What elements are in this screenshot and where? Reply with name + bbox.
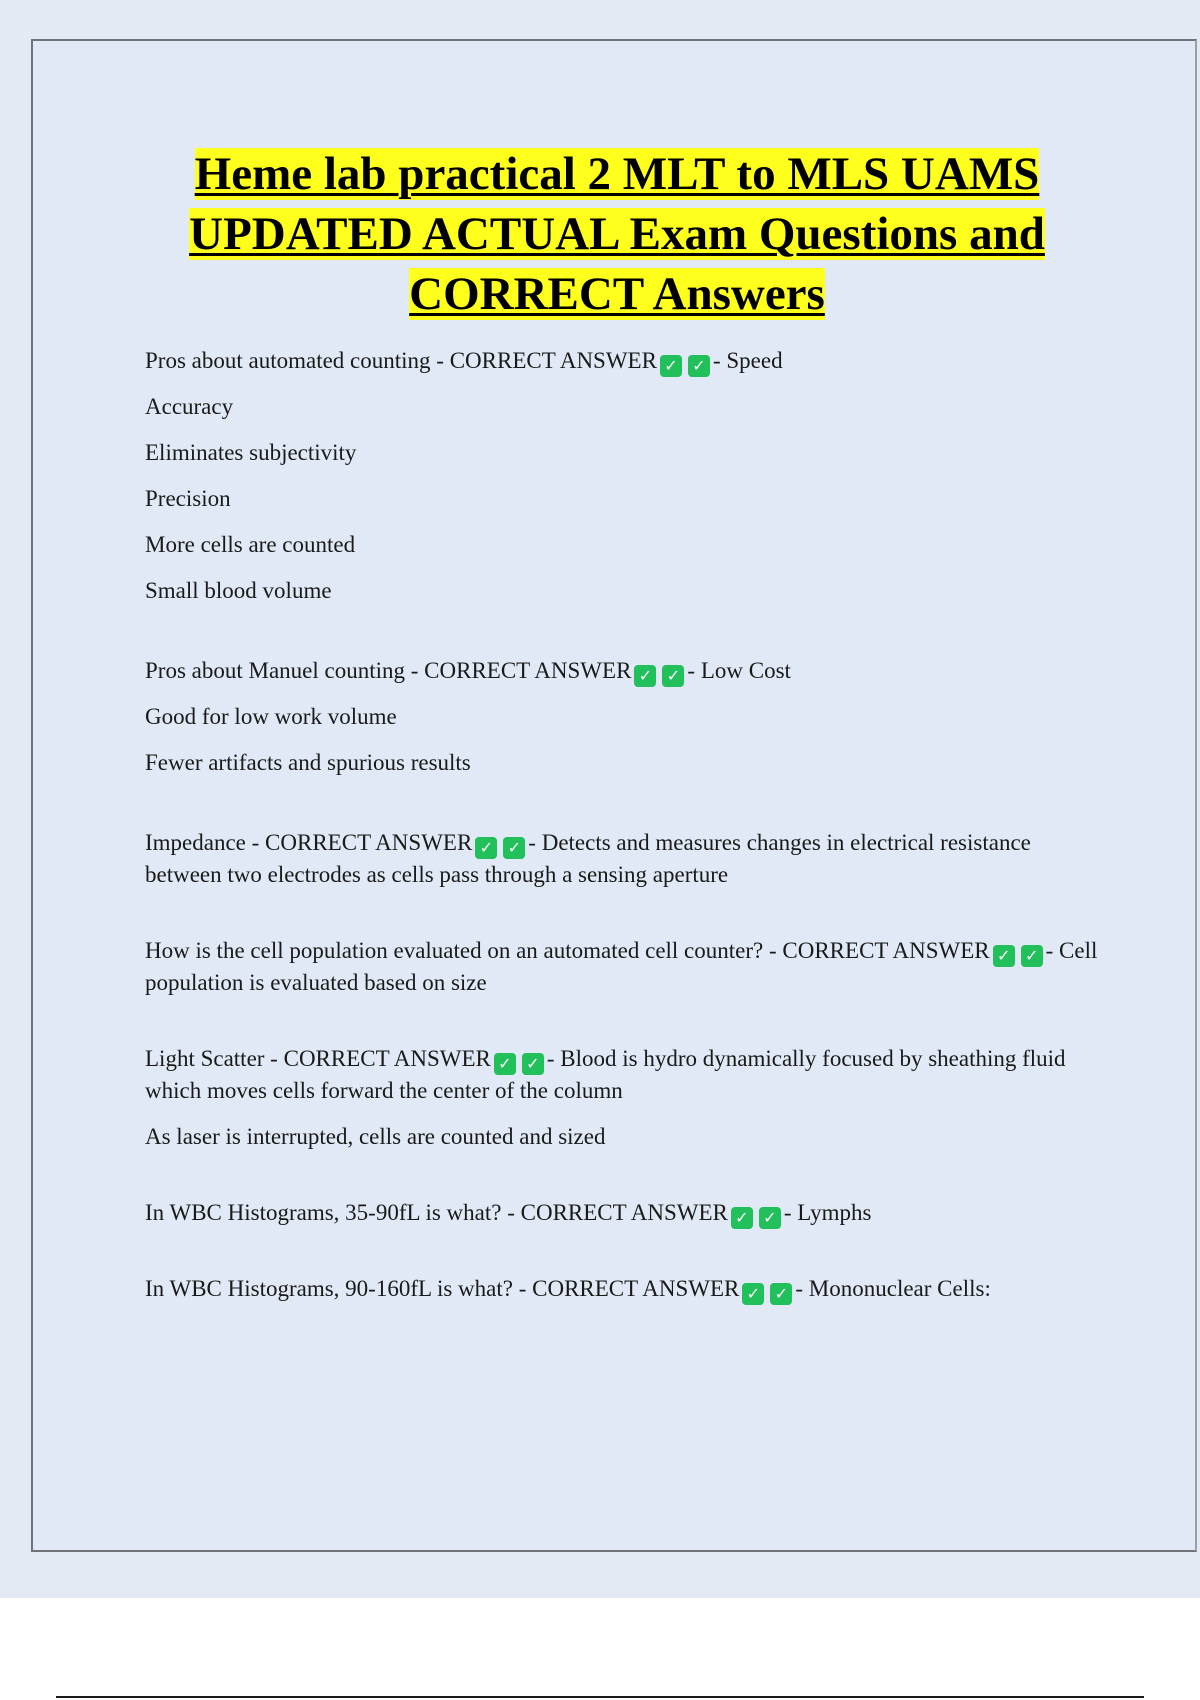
answer-text: - Lymphs (783, 1200, 872, 1225)
question-text: Light Scatter - (145, 1046, 284, 1071)
check-mark-icon: ✓ (759, 1207, 781, 1229)
title-line-2: UPDATED ACTUAL Exam Questions and (189, 208, 1045, 260)
check-mark-icon: ✓ (993, 945, 1015, 967)
check-mark-icon: ✓ (1021, 945, 1043, 967)
check-mark-icon: ✓ (770, 1283, 792, 1305)
check-mark-icon: ✓ (634, 665, 656, 687)
qa-item (145, 935, 1105, 999)
question-line (145, 655, 1105, 687)
question-text: Pros about automated counting - (145, 348, 450, 373)
question-line (145, 1043, 1105, 1107)
question-line (145, 1273, 1105, 1305)
question-text: In WBC Histograms, 90-160fL is what? - (145, 1276, 533, 1301)
answer-text: - Cell population is evaluated based on size (145, 938, 1098, 995)
page-title (0, 144, 1200, 324)
check-mark-icon: ✓ (731, 1207, 753, 1229)
answer-marker: CORRECT ANSWER (265, 830, 473, 855)
title-line-1: Heme lab practical 2 MLT to MLS UAMS (194, 148, 1040, 200)
question-text: In WBC Histograms, 35-90fL is what? - (145, 1200, 521, 1225)
check-mark-icon: ✓ (688, 355, 710, 377)
answer-detail-line: Precision (145, 486, 231, 511)
check-mark-icon: ✓ (475, 837, 497, 859)
check-mark-icon: ✓ (494, 1053, 516, 1075)
qa-item (145, 1043, 1105, 1153)
qa-item (145, 827, 1105, 891)
answer-marker: CORRECT ANSWER (283, 1046, 491, 1071)
title-line-3: CORRECT Answers (409, 268, 825, 320)
qa-item (145, 1197, 1105, 1229)
question-line (145, 1197, 1105, 1229)
answer-detail-line: Accuracy (145, 394, 234, 419)
qa-item (145, 345, 1105, 607)
answer-marker: CORRECT ANSWER (424, 658, 632, 683)
answer-text: - Speed (712, 348, 783, 373)
check-mark-icon: ✓ (522, 1053, 544, 1075)
footer-divider (56, 1696, 1144, 1698)
answer-detail-line: Eliminates subjectivity (145, 440, 357, 465)
question-text: Pros about Manuel counting - (145, 658, 425, 683)
answer-text: - Low Cost (687, 658, 791, 683)
answer-marker: CORRECT ANSWER (449, 348, 657, 373)
answer-marker: CORRECT ANSWER (520, 1200, 728, 1225)
qa-list (145, 345, 1105, 1319)
answer-marker: CORRECT ANSWER (532, 1276, 740, 1301)
question-text: Impedance - (145, 830, 266, 855)
check-mark-icon: ✓ (662, 665, 684, 687)
answer-text: - Blood is hydro dynamically focused by sheathing fluid which moves cells forward the center of the column (145, 1046, 1066, 1103)
answer-marker: CORRECT ANSWER (782, 938, 990, 963)
answer-detail-line: Small blood volume (145, 578, 332, 603)
answer-detail-line: As laser is interrupted, cells are counted and sized (145, 1124, 606, 1149)
answer-text: - Mononuclear Cells: (795, 1276, 991, 1301)
question-line (145, 345, 1105, 377)
answer-detail-line: Fewer artifacts and spurious results (145, 750, 471, 775)
answer-detail-line: Good for low work volume (145, 704, 397, 729)
question-line (145, 935, 1105, 999)
check-mark-icon: ✓ (660, 355, 682, 377)
check-mark-icon: ✓ (742, 1283, 764, 1305)
qa-item (145, 1273, 1105, 1305)
check-mark-icon: ✓ (503, 837, 525, 859)
answer-detail-line: More cells are counted (145, 532, 356, 557)
question-line (145, 827, 1105, 891)
question-text: How is the cell population evaluated on an automated cell counter? - (145, 938, 783, 963)
answer-text: - Detects and measures changes in electrical resistance between two electrodes as cells pass through a sensing aperture (145, 830, 1031, 887)
qa-item (145, 655, 1105, 779)
